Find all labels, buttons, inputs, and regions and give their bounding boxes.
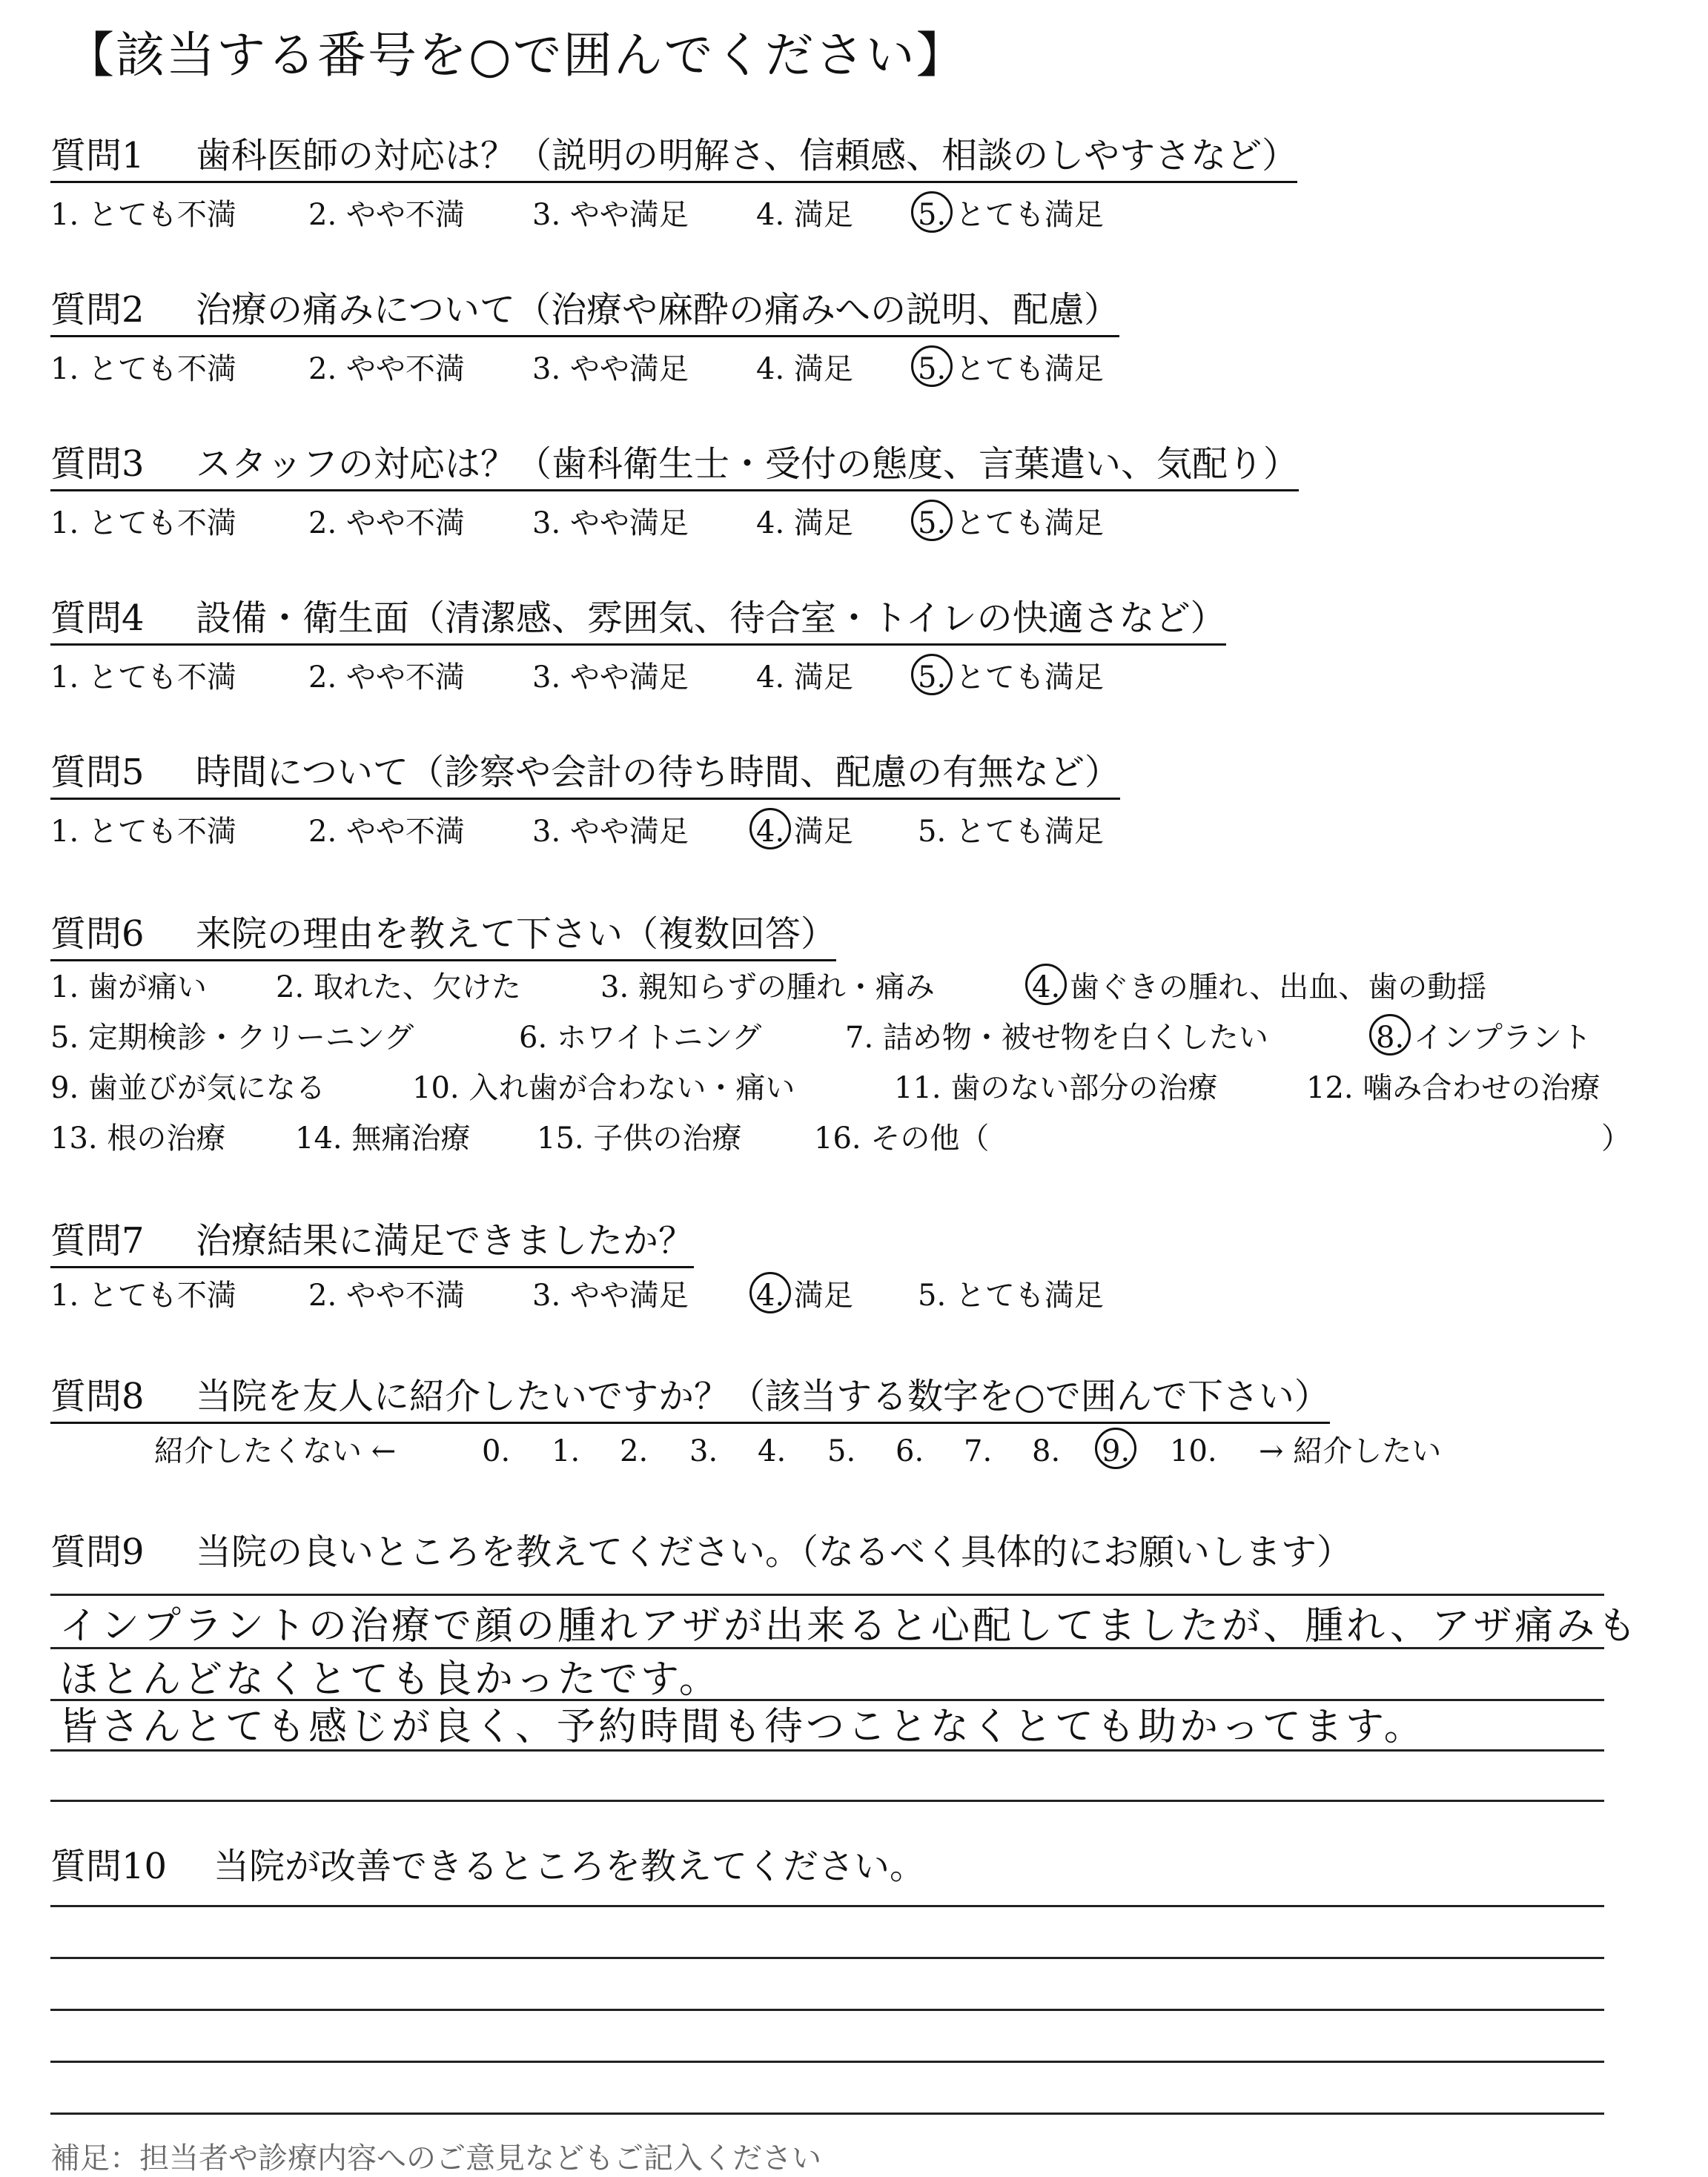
reason-option[interactable]: 6. ホワイトニング xyxy=(519,1021,762,1055)
reason-option[interactable]: 9. 歯並びが気になる xyxy=(50,1071,325,1105)
question-8-scale xyxy=(50,1434,1442,1468)
reason-option[interactable]: 7. 詰め物・被せ物を白くしたい xyxy=(845,1021,1268,1055)
answer-line xyxy=(50,2113,1604,2115)
question-number: 質問3 xyxy=(50,443,145,485)
option-2[interactable]: 2. やや不満 xyxy=(308,815,465,849)
answer-line xyxy=(50,1800,1604,1802)
question-3-options xyxy=(50,506,1104,540)
cut-off-footer-text: 補足：担当者や診療内容へのご意見などもご記入ください xyxy=(50,2141,821,2176)
reason-option[interactable]: 10. 入れ歯が合わない・痛い xyxy=(412,1071,795,1105)
option-5[interactable]: 5. とても満足 xyxy=(918,815,1104,849)
reason-option-selected[interactable]: 8. インプラント xyxy=(1376,1021,1592,1055)
question-number: 質問2 xyxy=(50,289,145,331)
option-1[interactable]: 1. とても不満 xyxy=(50,1279,236,1313)
question-number: 質問7 xyxy=(50,1220,145,1262)
option-5-selected[interactable]: 5. とても満足 xyxy=(918,660,1104,695)
question-6-heading xyxy=(50,913,837,961)
question-2-options xyxy=(50,352,1104,386)
option-1[interactable]: 1. とても不満 xyxy=(50,352,236,386)
reason-option[interactable]: 5. 定期検診・クリーニング xyxy=(50,1021,414,1055)
question-4-heading xyxy=(50,597,1226,646)
other-close-paren: ） xyxy=(1601,1121,1631,1156)
page-title: 【該当する番号を○で囲んでください】 xyxy=(65,27,967,84)
score-option[interactable]: 4. xyxy=(758,1434,787,1468)
option-4[interactable]: 4. 満足 xyxy=(756,198,853,232)
scale-right-label: → 紹介したい xyxy=(1259,1434,1442,1468)
question-2-heading xyxy=(50,289,1120,337)
option-4-selected[interactable]: 4. 満足 xyxy=(756,1279,853,1313)
option-3[interactable]: 3. やや満足 xyxy=(532,1279,689,1313)
question-5-options xyxy=(50,815,1104,849)
question-text: 治療結果に満足できましたか？ xyxy=(196,1220,695,1262)
question-text: 設備・衛生面（清潔感、雰囲気、待合室・トイレの快適さなど） xyxy=(196,597,1226,639)
option-4[interactable]: 4. 満足 xyxy=(756,506,853,540)
reason-option[interactable]: 2. 取れた、欠けた xyxy=(276,970,521,1004)
reason-option[interactable]: 1. 歯が痛い xyxy=(50,970,207,1004)
question-number: 質問1 xyxy=(50,135,145,176)
question-text: 当院の良いところを教えてください。（なるべく具体的にお願いします） xyxy=(196,1531,1353,1573)
q9-answer-line-1[interactable]: インプラントの治療で顔の腫れアザが出来ると心配してましたが、腫れ、アザ痛みも xyxy=(59,1604,1640,1649)
score-option-selected[interactable]: 9. xyxy=(1102,1434,1131,1468)
option-4-selected[interactable]: 4. 満足 xyxy=(756,815,853,849)
question-9-heading xyxy=(50,1531,1353,1577)
option-3[interactable]: 3. やや満足 xyxy=(532,198,689,232)
option-2[interactable]: 2. やや不満 xyxy=(308,352,465,386)
question-6-row-1 xyxy=(50,970,1487,1004)
option-5-selected[interactable]: 5. とても満足 xyxy=(918,352,1104,386)
option-3[interactable]: 3. やや満足 xyxy=(532,506,689,540)
option-5[interactable]: 5. とても満足 xyxy=(918,1279,1104,1313)
score-option[interactable]: 5. xyxy=(827,1434,856,1468)
question-text: 時間について（診察や会計の待ち時間、配慮の有無など） xyxy=(196,752,1121,793)
question-7-options xyxy=(50,1279,1104,1313)
score-option[interactable]: 1. xyxy=(552,1434,580,1468)
question-number: 質問4 xyxy=(50,597,145,639)
reason-option-other[interactable]: 16. その他（ xyxy=(814,1121,990,1156)
option-3[interactable]: 3. やや満足 xyxy=(532,815,689,849)
score-option[interactable]: 0. xyxy=(482,1434,511,1468)
option-4[interactable]: 4. 満足 xyxy=(756,660,853,695)
question-number: 質問6 xyxy=(50,913,145,955)
question-number: 質問10 xyxy=(50,1846,168,1887)
question-text: スタッフの対応は？（歯科衛生士・受付の態度、言葉遣い、気配り） xyxy=(196,443,1300,485)
question-number: 質問5 xyxy=(50,752,145,793)
option-2[interactable]: 2. やや不満 xyxy=(308,198,465,232)
question-number: 質問8 xyxy=(50,1376,145,1417)
option-2[interactable]: 2. やや不満 xyxy=(308,506,465,540)
q9-answer-line-2[interactable]: ほとんどなくとても良かったです。 xyxy=(59,1657,721,1702)
question-6-row-2 xyxy=(50,1021,1592,1055)
question-7-heading xyxy=(50,1220,695,1268)
answer-line xyxy=(50,2009,1604,2011)
question-1-heading xyxy=(50,135,1298,183)
reason-option[interactable]: 12. 噛み合わせの治療 xyxy=(1306,1071,1601,1105)
score-option[interactable]: 10. xyxy=(1170,1434,1217,1468)
answer-line xyxy=(50,1905,1604,1907)
answer-line xyxy=(50,1647,1604,1649)
question-8-heading xyxy=(50,1376,1330,1424)
reason-option[interactable]: 3. 親知らずの腫れ・痛み xyxy=(600,970,935,1004)
option-1[interactable]: 1. とても不満 xyxy=(50,815,236,849)
question-text: 当院が改善できるところを教えてください。 xyxy=(214,1846,926,1887)
question-3-heading xyxy=(50,443,1300,491)
option-5-selected[interactable]: 5. とても満足 xyxy=(918,198,1104,232)
option-4[interactable]: 4. 満足 xyxy=(756,352,853,386)
option-1[interactable]: 1. とても不満 xyxy=(50,506,236,540)
reason-option[interactable]: 11. 歯のない部分の治療 xyxy=(894,1071,1218,1105)
answer-line xyxy=(50,1594,1604,1596)
scale-left-label: 紹介したくない ← xyxy=(154,1434,397,1468)
reason-option[interactable]: 14. 無痛治療 xyxy=(295,1121,471,1156)
option-2[interactable]: 2. やや不満 xyxy=(308,660,465,695)
question-10-heading xyxy=(50,1846,926,1892)
reason-option[interactable]: 13. 根の治療 xyxy=(50,1121,226,1156)
question-5-heading xyxy=(50,752,1121,800)
answer-line xyxy=(50,1957,1604,1959)
option-2[interactable]: 2. やや不満 xyxy=(308,1279,465,1313)
reason-option[interactable]: 15. 子供の治療 xyxy=(537,1121,742,1156)
q9-answer-line-3[interactable]: 皆さんとても感じが良く、予約時間も待つことなくとても助かってます。 xyxy=(59,1705,1426,1749)
answer-line xyxy=(50,1749,1604,1752)
question-text: 治療の痛みについて（治療や麻酔の痛みへの説明、配慮） xyxy=(196,289,1120,331)
question-number: 質問9 xyxy=(50,1531,145,1573)
reason-option-selected[interactable]: 4. 歯ぐきの腫れ、出血、歯の動揺 xyxy=(1032,970,1487,1004)
question-4-options xyxy=(50,660,1104,695)
score-option[interactable]: 6. xyxy=(896,1434,924,1468)
option-1[interactable]: 1. とても不満 xyxy=(50,198,236,232)
option-5-selected[interactable]: 5. とても満足 xyxy=(918,506,1104,540)
question-text: 歯科医師の対応は？（説明の明解さ、信頼感、相談のしやすさなど） xyxy=(196,135,1298,176)
option-3[interactable]: 3. やや満足 xyxy=(532,660,689,695)
answer-line xyxy=(50,2061,1604,2063)
score-option[interactable]: 3. xyxy=(689,1434,718,1468)
question-text: 当院を友人に紹介したいですか？（該当する数字を○で囲んで下さい） xyxy=(196,1376,1330,1417)
question-text: 来院の理由を教えて下さい（複数回答） xyxy=(196,913,837,955)
answer-line xyxy=(50,1699,1604,1701)
score-option[interactable]: 2. xyxy=(620,1434,649,1468)
option-3[interactable]: 3. やや満足 xyxy=(532,352,689,386)
option-1[interactable]: 1. とても不満 xyxy=(50,660,236,695)
score-option[interactable]: 8. xyxy=(1032,1434,1061,1468)
score-option[interactable]: 7. xyxy=(964,1434,993,1468)
question-1-options xyxy=(50,198,1104,232)
